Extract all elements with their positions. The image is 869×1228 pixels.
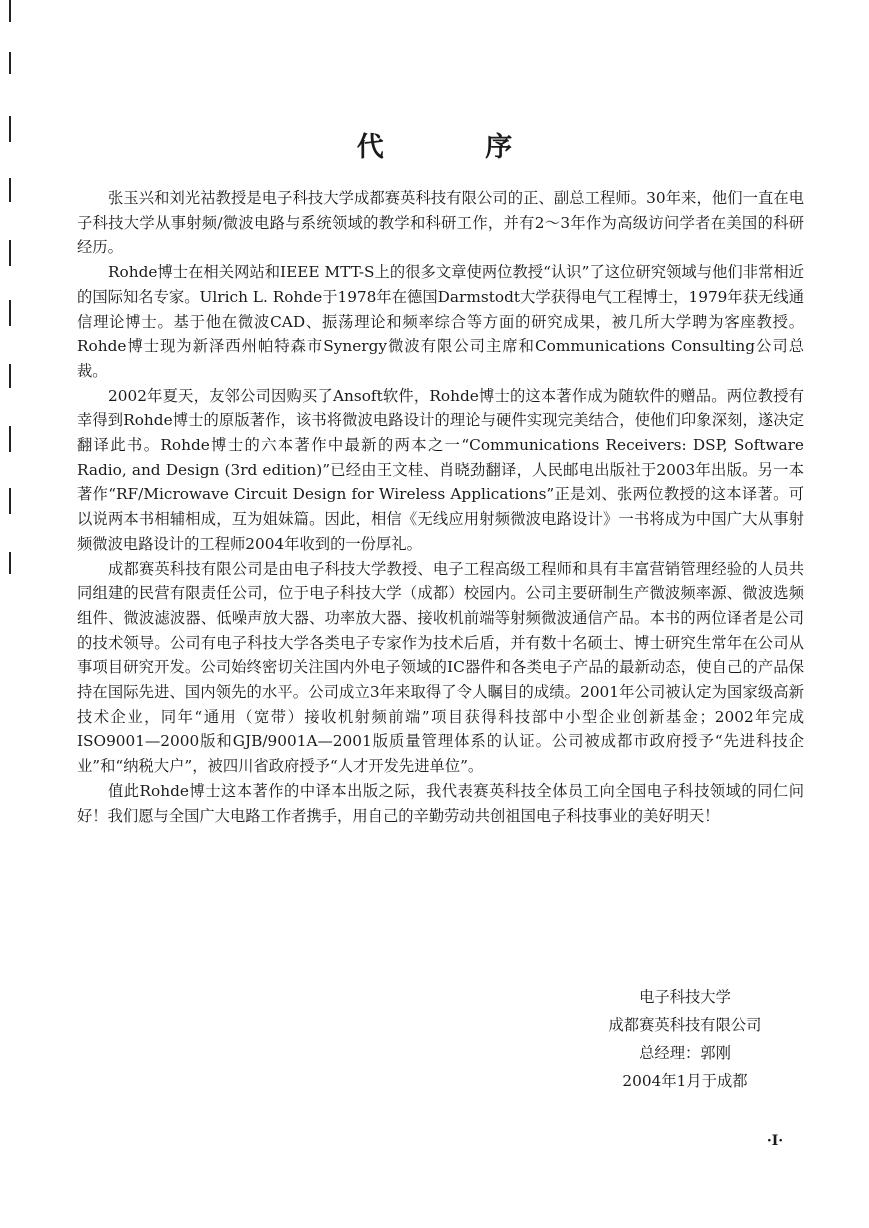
paragraph: 2002年夏天，友邻公司因购买了Ansoft软件，Rohde博士的这本著作成为随软件的赠品。两位教授有幸得到Rohde博士的原版著作，该书将微波电路设计的理论与硬件实现完美结合，使他们印象深刻，遂决定翻译此书。Rohde博士的六本著作中最新的两本之一“Communications Receivers: DSP, Software Radio, and Design (3rd edition)”已经由王文桂、肖晓劲翻译，人民邮电出版社于2003年出版。另一本著作“RF/Microwave Circuit Design for Wireless Applications”正是刘、张两位教授的这本译著。可以说两本书相辅相成，互为姐妹篇。因此，相信《无线应用射频微波电路设计》一书将成为中国广大从事射频微波电路设计的工程师2004年收到的一份厚礼。 bbox=[77, 386, 804, 553]
binding-mark bbox=[9, 300, 11, 326]
paragraph: 值此Rohde博士这本著作的中译本出版之际，我代表赛英科技全体员工向全国电子科技领域的同仁问好！我们愿与全国广大电路工作者携手，用自己的辛勤劳动共创祖国电子科技事业的美好明天！ bbox=[77, 781, 804, 825]
body-text bbox=[77, 186, 804, 828]
signature-date: 2004年1月于成都 bbox=[622, 1072, 748, 1090]
signature-block bbox=[560, 983, 810, 1095]
signature-university: 电子科技大学 bbox=[639, 988, 731, 1006]
binding-mark bbox=[9, 52, 11, 74]
signature-company: 成都赛英科技有限公司 bbox=[608, 1016, 762, 1034]
binding-mark bbox=[9, 240, 11, 266]
binding-mark bbox=[9, 552, 11, 574]
binding-mark bbox=[9, 426, 11, 452]
page-number: ·I· bbox=[766, 1133, 784, 1149]
binding-mark bbox=[9, 0, 11, 22]
binding-mark bbox=[9, 488, 11, 514]
paragraph: 成都赛英科技有限公司是由电子科技大学教授、电子工程高级工程师和具有丰富营销管理经验的人员共同组建的民营有限责任公司，位于电子科技大学（成都）校园内。公司主要研制生产微波频率源、微波选频组件、微波滤波器、低噪声放大器、功率放大器、接收机前端等射频微波通信产品。本书的两位译者是公司的技术领导。公司有电子科技大学各类电子专家作为技术后盾，并有数十名硕士、博士研究生常年在公司从事项目研究开发。公司始终密切关注国内外电子领域的IC器件和各类电子产品的最新动态，使自己的产品保持在国际先进、国内领先的水平。公司成立3年来取得了令人瞩目的成绩。2001年公司被认定为国家级高新技术企业，同年“通用（宽带）接收机射频前端”项目获得科技部中小型企业创新基金；2002年完成ISO9001—2000版和GJB/9001A—2001版质量管理体系的认证。公司被成都市政府授予“先进科技企业”和“纳税大户”，被四川省政府授予“人才开发先进单位”。 bbox=[77, 559, 804, 776]
paragraph: Rohde博士在相关网站和IEEE MTT-S上的很多文章使两位教授“认识”了这位研究领域与他们非常相近的国际知名专家。Ulrich L. Rohde于1978年在德国Darmstodt大学获得电气工程博士，1979年获无线通信理论博士。基于他在微波CAD、振荡理论和频率综合等方面的研究成果，被几所大学聘为客座教授。Rohde博士现为新泽西州帕特森市Synergy微波有限公司主席和Communications Consulting公司总裁。 bbox=[77, 263, 804, 380]
page-title: 代 序 bbox=[356, 132, 559, 163]
binding-mark bbox=[9, 364, 11, 388]
paragraph: 张玉兴和刘光祜教授是电子科技大学成都赛英科技有限公司的正、副总工程师。30年来，他们一直在电子科技大学从事射频/微波电路与系统领域的教学和科研工作，并有2～3年作为高级访问学者在美国的科研经历。 bbox=[77, 189, 804, 257]
binding-mark bbox=[9, 178, 11, 202]
signature-manager: 总经理：郭刚 bbox=[639, 1044, 731, 1062]
